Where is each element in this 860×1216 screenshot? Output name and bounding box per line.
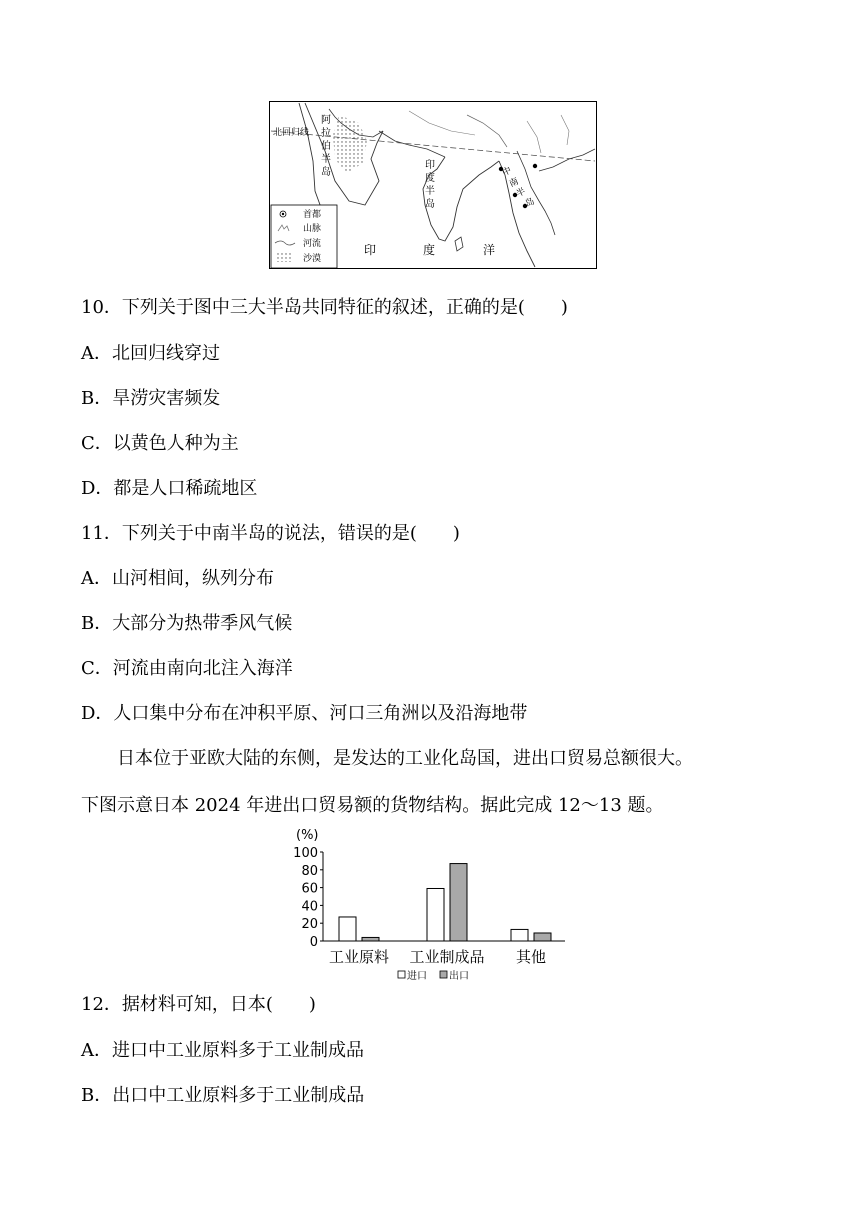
indochina-peninsula-char: 南 [507,176,521,190]
q11-option-d: D．人口集中分布在冲积平原、河口三角洲以及沿海地带 [81,703,528,724]
legend-label-river: 河流 [303,239,322,249]
material-line-1: 日本位于亚欧大陆的东侧，是发达的工业化岛国，进出口贸易总额很大。 [117,748,693,769]
tropic-label: 北回归线 [273,128,310,138]
indian-ocean-char: 度 [422,243,436,257]
bar-export [362,937,379,941]
q10-option-a: A．北回归线穿过 [81,343,220,364]
bar-import [511,929,528,941]
q11-option-c: C．河流由南向北注入海洋 [81,658,293,679]
arabian-peninsula-label [321,114,331,178]
y-axis-label: (%) [296,828,319,843]
indian-ocean-char: 洋 [482,243,496,257]
y-tick-label: 60 [301,881,318,897]
y-tick-label: 0 [309,935,318,950]
arabian-peninsula-char: 阿 [321,115,331,126]
y-tick-label: 40 [301,899,318,915]
indian-peninsula-char: 度 [425,173,435,184]
arabian-peninsula-char: 岛 [321,167,331,178]
japan-trade-structure-chart [290,822,580,982]
legend-label: 出口 [449,971,469,982]
bar-export [450,864,467,941]
q10-stem: 10．下列关于图中三大半岛共同特征的叙述，正确的是( ) [81,297,568,318]
map-legend [271,205,337,268]
q10-option-b: B．旱涝灾害频发 [81,388,221,409]
legend-swatch [440,971,447,978]
desert-icon [275,252,291,262]
legend-label-capital: 首都 [303,210,322,220]
indochina-peninsula-char: 半 [514,186,528,200]
indochina-peninsula-char: 中 [500,165,514,179]
legend-label-desert: 沙漠 [303,254,322,264]
category-label: 其他 [515,948,547,966]
q10-option-d: D．都是人口稀疏地区 [81,478,258,499]
category-label: 工业原料 [328,948,390,966]
indian-peninsula-char: 岛 [425,199,435,210]
chart-text [293,828,546,982]
q12-option-a: A．进口中工业原料多于工业制成品 [81,1040,364,1061]
bar-export [534,933,551,941]
bar-import [339,917,356,941]
category-label: 工业制成品 [409,948,485,966]
y-tick-label: 100 [293,846,318,861]
chart-bars [339,864,551,941]
arabian-peninsula-char: 拉 [321,128,331,139]
indian-peninsula-char: 印 [425,160,435,171]
material-line-2: 下图示意日本 2024 年进出口贸易额的货物结构。据此完成 12～13 题。 [81,795,664,816]
bar-import [427,888,444,941]
indochina-peninsula-char: 岛 [523,196,537,210]
q11-stem: 11．下列关于中南半岛的说法，错误的是( ) [81,523,460,544]
legend-swatch [398,971,405,978]
indian-peninsula-char: 半 [425,186,435,197]
indian-ocean-char: 印 [363,243,377,257]
arabian-peninsula-char: 伯 [321,141,331,152]
y-tick-label: 20 [301,917,318,933]
legend-label: 进口 [407,971,427,982]
q12-stem: 12．据材料可知，日本( ) [81,994,316,1015]
south-asia-peninsulas-map [269,101,597,269]
q12-option-b: B．出口中工业原料多于工业制成品 [81,1085,365,1106]
y-tick-label: 80 [301,863,318,879]
legend-label-mountain: 山脉 [303,224,322,234]
q11-option-b: B．大部分为热带季风气候 [81,613,293,634]
q11-option-a: A．山河相间，纵列分布 [81,568,274,589]
q10-option-c: C．以黄色人种为主 [81,433,239,454]
arabian-peninsula-char: 半 [321,154,331,165]
